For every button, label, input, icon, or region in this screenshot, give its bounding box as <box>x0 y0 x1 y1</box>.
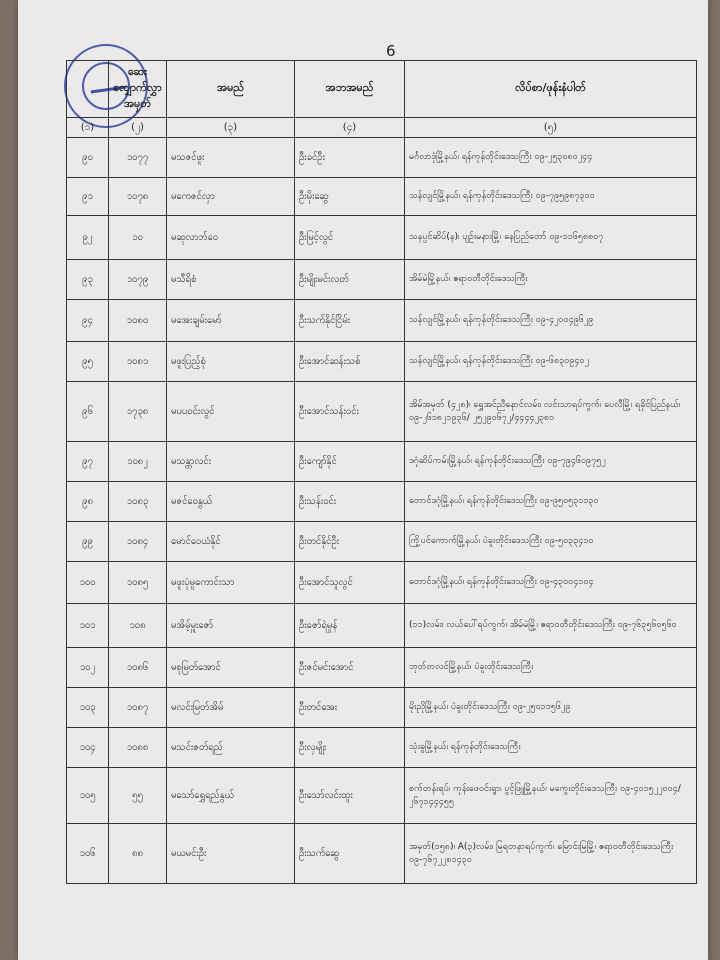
application-no-cell: ၁၀ <box>109 216 167 260</box>
father-name-cell: ဦးခင်ဦး <box>295 138 405 178</box>
serial-no-cell: ၉၈ <box>67 482 109 522</box>
father-name-cell: ဦးတင်အေး <box>295 688 405 728</box>
table-row <box>67 604 697 648</box>
column-index: (၅) <box>405 118 697 138</box>
table-row <box>67 482 697 522</box>
application-no-cell: ၁၀၈ <box>109 604 167 648</box>
address-cell: သုံးခွမြို့နယ်၊ ရန်ကုန်တိုင်းဒေသကြီး <box>405 728 697 768</box>
serial-no-cell: ၁၀၅ <box>67 768 109 824</box>
serial-no-cell: ၉၂ <box>67 216 109 260</box>
application-no-cell: ၁၀၈၄ <box>109 522 167 562</box>
address-cell: စက်တန်းရပ်၊ ကုန်းဖေဝင်းရွာ၊ ပွင့်ဖြူမြို့နယ်၊ မကွေးတိုင်းဒေသကြီး ၀၉-၄၀၁၅၂၂၀၀၄/ ၂၆၇၁၄၄၄၅၅ <box>405 768 697 824</box>
name-cell: မအိမ့်မှူးဇော် <box>167 604 295 648</box>
father-name-cell: ဦးသက်ဆွေ <box>295 824 405 884</box>
serial-no-cell: ၉၁ <box>67 178 109 216</box>
application-no-cell: ၁၀၇၇ <box>109 138 167 178</box>
serial-no-cell: ၁၀၁ <box>67 604 109 648</box>
name-cell: မစုမြတ်အောင် <box>167 648 295 688</box>
application-no-cell: ၁၀၇၈ <box>109 178 167 216</box>
application-no-cell: ၁၀၈၅ <box>109 562 167 604</box>
table-row <box>67 260 697 300</box>
address-cell: သန်လျင်မြို့နယ်၊ ရန်ကုန်တိုင်းဒေသကြီး ၀၉-၄၂၀၀၄၉၆၂၉ <box>405 300 697 342</box>
father-name-cell: ဦးတင်နိုင်ဦး <box>295 522 405 562</box>
table-row <box>67 522 697 562</box>
application-no-cell: ၁၀၈၇ <box>109 688 167 728</box>
father-name-cell: ဦးအောင်ဆန်းသစ် <box>295 342 405 382</box>
column-index: (၂) <box>109 118 167 138</box>
table-row <box>67 688 697 728</box>
table-row <box>67 768 697 824</box>
serial-no-cell: ၉၆ <box>67 382 109 442</box>
address-cell: ဘုတ်တလင်မြို့နယ်၊ ပဲခူးတိုင်းဒေသကြီး <box>405 648 697 688</box>
column-index: (၄) <box>295 118 405 138</box>
name-cell: မလင်းမြတ်အိမ် <box>167 688 295 728</box>
application-no-cell: ၁၀၈၆ <box>109 648 167 688</box>
address-cell: သန်လျင်မြို့နယ်၊ ရန်ကုန်တိုင်းဒေသကြီး ၀၉-၆၈၃၀၉၄၀၂ <box>405 342 697 382</box>
header-serial <box>67 61 109 118</box>
serial-no-cell: ၉၅ <box>67 342 109 382</box>
address-cell: တောင်ဒဂုံမြို့နယ်၊ ရန်ကုန်တိုင်းဒေသကြီး ၀၉-၄၃၀၀၄၁၀၄ <box>405 562 697 604</box>
table-row <box>67 824 697 884</box>
serial-no-cell: ၉၃ <box>67 260 109 300</box>
father-name-cell: ဦးဇင်မင်းအောင် <box>295 648 405 688</box>
serial-no-cell: ၉၀ <box>67 138 109 178</box>
table-row <box>67 442 697 482</box>
address-cell: ကြို့ပင်ကောက်မြို့နယ်၊ ပဲခူးတိုင်းဒေသကြီး ၀၉-၅၀၃၃၄၁၀ <box>405 522 697 562</box>
column-index: (၃) <box>167 118 295 138</box>
header-name: အမည် <box>167 61 295 118</box>
serial-no-cell: ၁၀၆ <box>67 824 109 884</box>
name-cell: မကေဇင်လှာ <box>167 178 295 216</box>
application-no-cell: ၅၅ <box>109 768 167 824</box>
header-address-phone: လိပ်စာ/ဖုန်းနံပါတ် <box>405 61 697 118</box>
header-row <box>67 61 697 118</box>
table-row <box>67 178 697 216</box>
header-application-no: ဆေးလျှောက်လွှာအမှတ် <box>109 61 167 118</box>
name-cell: မသန္တာလင်း <box>167 442 295 482</box>
name-cell: မသော်ရွှေရည်နွယ် <box>167 768 295 824</box>
address-cell: သနပ္ပင်ဆိပ်(န)၊ ပျဉ်းမနားမြို့၊ နေပြည်တော် ၀၉-၁၁၆၅၈၈၀၇ <box>405 216 697 260</box>
column-index: (၁) <box>67 118 109 138</box>
serial-no-cell: ၁၀၀ <box>67 562 109 604</box>
table-row <box>67 382 697 442</box>
address-cell: (၁၁)လမ်း၊ လယ်ပေါ်ရပ်ကွက်၊ အိမ်မဲမြို့၊ ဧရာဝတီတိုင်းဒေသကြီး ၀၉-၇၆၃၅၆၀၅၆၀ <box>405 604 697 648</box>
father-name-cell: ဦးအောင်သူလွင် <box>295 562 405 604</box>
application-no-cell: ၁၀၈၁ <box>109 342 167 382</box>
page-number: 6 <box>386 42 396 60</box>
application-no-cell: ၁၀၈၃ <box>109 482 167 522</box>
table-row <box>67 728 697 768</box>
name-cell: မဖူးပုံမူကောင်းသာ <box>167 562 295 604</box>
address-cell: မိုးညိုမြို့နယ်၊ ပဲခူးတိုင်းဒေသကြီး ၀၉-၂၅၀၁၁၅၆၂၉ <box>405 688 697 728</box>
application-no-cell: ၈၈ <box>109 824 167 884</box>
address-cell: မင်္ဂလာဒုံမြို့နယ်၊ ရန်ကုန်တိုင်းဒေသကြီး ၀၉-၂၅၃၀၈၀၂၄၄ <box>405 138 697 178</box>
name-cell: မဆုလာဘ်ဝေ <box>167 216 295 260</box>
serial-no-cell: ၉၄ <box>67 300 109 342</box>
address-cell: အိမ်မဲမြို့နယ်၊ ဧရာဝတီတိုင်းဒေသကြီး <box>405 260 697 300</box>
serial-no-cell: ၁၀၂ <box>67 648 109 688</box>
name-cell: မယမင်းဦး <box>167 824 295 884</box>
address-cell: သန်လျင်မြို့နယ်၊ ရန်ကုန်တိုင်းဒေသကြီး ၀၉-၇၉၅၉၈၇၃၀၀ <box>405 178 697 216</box>
father-name-cell: ဦးမိုးဆွေ <box>295 178 405 216</box>
serial-no-cell: ၉၉ <box>67 522 109 562</box>
father-name-cell: ဦးကျော်နိုင် <box>295 442 405 482</box>
table-row <box>67 216 697 260</box>
application-no-cell: ၁၀၈၈ <box>109 728 167 768</box>
father-name-cell: ဦးသန်းဝင်း <box>295 482 405 522</box>
father-name-cell: ဦးလှမျိုး <box>295 728 405 768</box>
father-name-cell: ဦးမြင့်လွင် <box>295 216 405 260</box>
header-father-name: အဘအမည် <box>295 61 405 118</box>
address-cell: အမှတ်(၁၅၈)၊ A(၃)လမ်း၊ မြရတနာရပ်ကွက်၊ မြောင်းမြမြို့၊ ဧရာဝတီတိုင်းဒေသကြီး ၀၉-၇၆၇၂၂၈၁၄၃၀ <box>405 824 697 884</box>
address-cell: ဒဂုံဆိပ်ကမ်းမြို့နယ်၊ ရန်ကုန်တိုင်းဒေသကြီး ၀၉-၇၉၄၆၀၉၇၅၂ <box>405 442 697 482</box>
application-no-cell: ၁၀၇၉ <box>109 260 167 300</box>
address-cell: တောင်ဒဂုံမြို့နယ်၊ ရန်ကုန်တိုင်းဒေသကြီး ၀၉-၉၅၀၅၃၁၁၃၀ <box>405 482 697 522</box>
father-name-cell: ဦးအောင်သန်းဝင်း <box>295 382 405 442</box>
name-cell: မပပဝင်းလွင် <box>167 382 295 442</box>
table-row <box>67 300 697 342</box>
name-cell: မောင်ဝေယံနိုင် <box>167 522 295 562</box>
table-row <box>67 138 697 178</box>
address-cell: အိမ်အမှတ် (၄၂၈)၊ ရွှေအင်ညီနောင်လမ်း၊ လင်းသာရပ်ကွက်၊ ပေလီမြို့၊ ရခိုင်ပြည်နယ်၊ ၀၉-၂၆၁၈၂၁၉၃၆/ ၂၅၂၉၀၆၇၂/၄၄၄၄၂၃၈၁ <box>405 382 697 442</box>
table-row <box>67 648 697 688</box>
name-cell: မဖူးပြည့်စုံ <box>167 342 295 382</box>
applicant-table <box>66 60 697 884</box>
application-no-cell: ၁၀၈၂ <box>109 442 167 482</box>
application-no-cell: ၁၀၈၀ <box>109 300 167 342</box>
name-cell: မသဇင်ဖူး <box>167 138 295 178</box>
name-cell: မဇင်ဝေနွယ် <box>167 482 295 522</box>
serial-no-cell: ၁၀၄ <box>67 728 109 768</box>
name-cell: မအေးချမ်းမော် <box>167 300 295 342</box>
table-row <box>67 562 697 604</box>
column-index-row <box>67 118 697 138</box>
father-name-cell: ဦးဇော်ရဲမှုန် <box>295 604 405 648</box>
serial-no-cell: ၁၀၃ <box>67 688 109 728</box>
name-cell: မသင်းဇတ်ရည် <box>167 728 295 768</box>
serial-no-cell: ၉၇ <box>67 442 109 482</box>
table-row <box>67 342 697 382</box>
father-name-cell: ဦးသက်နိုင်ငြိမ်း <box>295 300 405 342</box>
application-no-cell: ၁၇၃၈ <box>109 382 167 442</box>
father-name-cell: ဦးမျိုးမင်းလတ် <box>295 260 405 300</box>
name-cell: မသီရိစံ <box>167 260 295 300</box>
father-name-cell: ဦးသော်လင်းထူး <box>295 768 405 824</box>
